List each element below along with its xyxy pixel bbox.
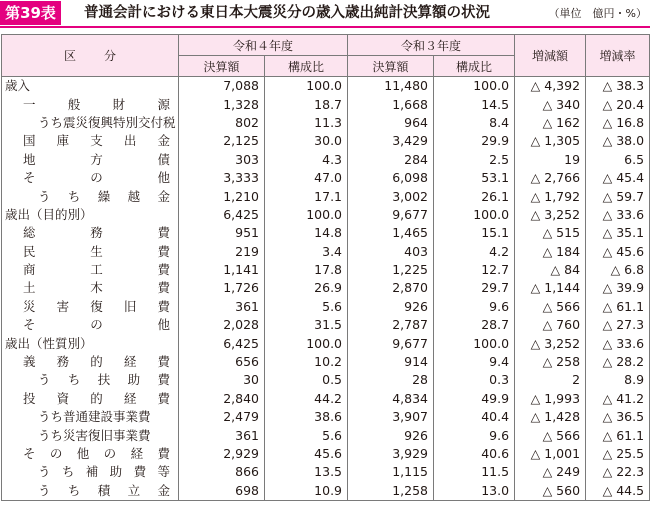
cell-r3-amount: 1,115 bbox=[348, 463, 434, 481]
cell-r4-ratio: 100.0 bbox=[265, 77, 348, 96]
cell-r4-ratio: 17.1 bbox=[265, 187, 348, 205]
column-header-fy-r3: 令和３年度 bbox=[348, 35, 515, 56]
cell-change: △ 162 bbox=[515, 114, 586, 132]
row-label-text: う ち 繰 越 金 bbox=[38, 188, 170, 204]
cell-change: 19 bbox=[515, 151, 586, 169]
cell-r3-ratio: 8.4 bbox=[434, 114, 515, 132]
cell-change-rate: △ 41.2 bbox=[586, 390, 650, 408]
row-label-text: そ の 他 の 経 費 bbox=[23, 446, 170, 461]
row-label bbox=[2, 445, 179, 463]
cell-change-rate: 8.9 bbox=[586, 371, 650, 389]
cell-change: △ 515 bbox=[515, 224, 586, 242]
cell-r4-amount: 2,479 bbox=[179, 408, 265, 426]
column-header-r4-ratio: 構成比 bbox=[265, 56, 348, 77]
cell-r4-amount: 1,141 bbox=[179, 261, 265, 279]
cell-r4-ratio: 5.6 bbox=[265, 426, 348, 444]
cell-r3-ratio: 12.7 bbox=[434, 261, 515, 279]
row-label bbox=[2, 390, 179, 408]
cell-r3-ratio: 40.6 bbox=[434, 445, 515, 463]
row-label: 歳出（目的別） bbox=[2, 206, 179, 224]
cell-r4-ratio: 31.5 bbox=[265, 316, 348, 334]
title-underline bbox=[0, 26, 650, 28]
cell-r4-ratio: 11.3 bbox=[265, 114, 348, 132]
cell-r3-ratio: 100.0 bbox=[434, 334, 515, 352]
table-row bbox=[2, 482, 650, 501]
cell-r3-amount: 9,677 bbox=[348, 206, 434, 224]
cell-r4-ratio: 14.8 bbox=[265, 224, 348, 242]
row-label-text: 商 工 費 bbox=[23, 262, 170, 278]
cell-r3-ratio: 49.9 bbox=[434, 390, 515, 408]
table-row bbox=[2, 187, 650, 205]
cell-r3-ratio: 9.6 bbox=[434, 426, 515, 444]
cell-change: △ 1,428 bbox=[515, 408, 586, 426]
cell-change-rate: △ 59.7 bbox=[586, 187, 650, 205]
cell-r3-ratio: 2.5 bbox=[434, 151, 515, 169]
table-row bbox=[2, 95, 650, 113]
row-label bbox=[2, 482, 179, 501]
table-number-badge: 第39表 bbox=[0, 1, 61, 25]
row-label-text: 土 木 費 bbox=[23, 280, 170, 296]
cell-r4-ratio: 100.0 bbox=[265, 334, 348, 352]
cell-r4-ratio: 0.5 bbox=[265, 371, 348, 389]
row-label: 歳出（性質別） bbox=[2, 334, 179, 352]
table-row bbox=[2, 334, 650, 352]
cell-change: △ 184 bbox=[515, 243, 586, 261]
row-label-text: 国 庫 支 出 金 bbox=[23, 133, 170, 149]
cell-r3-ratio: 53.1 bbox=[434, 169, 515, 187]
cell-r3-amount: 4,834 bbox=[348, 390, 434, 408]
cell-change: △ 4,392 bbox=[515, 77, 586, 96]
cell-r3-amount: 403 bbox=[348, 243, 434, 261]
cell-change-rate: △ 28.2 bbox=[586, 353, 650, 371]
cell-change-rate: △ 61.1 bbox=[586, 298, 650, 316]
cell-r4-ratio: 17.8 bbox=[265, 261, 348, 279]
cell-change-rate: △ 61.1 bbox=[586, 426, 650, 444]
row-label-text: 一 般 財 源 bbox=[23, 96, 170, 112]
cell-r3-amount: 284 bbox=[348, 151, 434, 169]
cell-change-rate: △ 33.6 bbox=[586, 206, 650, 224]
cell-change: △ 566 bbox=[515, 298, 586, 316]
cell-change-rate: △ 20.4 bbox=[586, 95, 650, 113]
table-row bbox=[2, 132, 650, 150]
row-label bbox=[2, 426, 179, 444]
cell-r4-amount: 30 bbox=[179, 371, 265, 389]
row-label bbox=[2, 151, 179, 169]
row-label bbox=[2, 408, 179, 426]
cell-r4-amount: 6,425 bbox=[179, 334, 265, 352]
cell-r4-amount: 1,726 bbox=[179, 279, 265, 297]
cell-r3-ratio: 100.0 bbox=[434, 206, 515, 224]
unit-note: （単位 億円・%） bbox=[548, 7, 647, 20]
cell-r3-ratio: 40.4 bbox=[434, 408, 515, 426]
cell-r3-ratio: 9.4 bbox=[434, 353, 515, 371]
cell-change: 2 bbox=[515, 371, 586, 389]
cell-r4-ratio: 18.7 bbox=[265, 95, 348, 113]
cell-r4-amount: 7,088 bbox=[179, 77, 265, 96]
row-label bbox=[2, 463, 179, 481]
row-label bbox=[2, 279, 179, 297]
cell-r3-amount: 1,225 bbox=[348, 261, 434, 279]
cell-r4-ratio: 13.5 bbox=[265, 463, 348, 481]
cell-r3-amount: 1,668 bbox=[348, 95, 434, 113]
row-label-text: 災 害 復 旧 費 bbox=[23, 298, 170, 314]
row-label-text: うち普通建設事業費 bbox=[38, 409, 151, 425]
column-header-fy-r4: 令和４年度 bbox=[179, 35, 348, 56]
row-label-text: 地 方 債 bbox=[23, 151, 170, 167]
table-row bbox=[2, 114, 650, 132]
cell-r4-amount: 1,328 bbox=[179, 95, 265, 113]
row-label-text: 投 資 的 経 費 bbox=[23, 390, 170, 406]
cell-change-rate: △ 25.5 bbox=[586, 445, 650, 463]
cell-r3-amount: 9,677 bbox=[348, 334, 434, 352]
cell-r3-amount: 926 bbox=[348, 426, 434, 444]
table-row bbox=[2, 224, 650, 242]
table-row bbox=[2, 243, 650, 261]
cell-change: △ 340 bbox=[515, 95, 586, 113]
row-label-text: うち震災復興特別交付税 bbox=[38, 114, 176, 130]
row-label bbox=[2, 169, 179, 187]
row-label-text: 総 務 費 bbox=[23, 225, 170, 241]
column-header-item-text: 区 分 bbox=[64, 49, 116, 63]
cell-r3-amount: 3,907 bbox=[348, 408, 434, 426]
cell-change: △ 760 bbox=[515, 316, 586, 334]
cell-r3-amount: 1,258 bbox=[348, 482, 434, 501]
cell-r4-ratio: 3.4 bbox=[265, 243, 348, 261]
row-label bbox=[2, 224, 179, 242]
cell-r3-ratio: 29.9 bbox=[434, 132, 515, 150]
table-row bbox=[2, 279, 650, 297]
table-row bbox=[2, 298, 650, 316]
cell-r3-amount: 964 bbox=[348, 114, 434, 132]
row-label bbox=[2, 261, 179, 279]
cell-r4-amount: 219 bbox=[179, 243, 265, 261]
cell-r4-amount: 361 bbox=[179, 298, 265, 316]
cell-change: △ 84 bbox=[515, 261, 586, 279]
cell-r4-ratio: 38.6 bbox=[265, 408, 348, 426]
cell-change-rate: △ 45.6 bbox=[586, 243, 650, 261]
column-header-change-rate: 増減率 bbox=[586, 35, 650, 77]
cell-change-rate: △ 6.8 bbox=[586, 261, 650, 279]
row-label bbox=[2, 95, 179, 113]
table-row bbox=[2, 371, 650, 389]
cell-r3-amount: 2,870 bbox=[348, 279, 434, 297]
cell-r3-ratio: 28.7 bbox=[434, 316, 515, 334]
settlement-table bbox=[1, 34, 650, 501]
cell-change: △ 3,252 bbox=[515, 206, 586, 224]
cell-r4-ratio: 47.0 bbox=[265, 169, 348, 187]
row-label bbox=[2, 187, 179, 205]
column-header-r3-ratio: 構成比 bbox=[434, 56, 515, 77]
cell-r4-ratio: 45.6 bbox=[265, 445, 348, 463]
cell-r4-amount: 2,125 bbox=[179, 132, 265, 150]
cell-r4-amount: 656 bbox=[179, 353, 265, 371]
table-row bbox=[2, 445, 650, 463]
row-label bbox=[2, 132, 179, 150]
cell-r3-amount: 2,787 bbox=[348, 316, 434, 334]
cell-r4-amount: 6,425 bbox=[179, 206, 265, 224]
table-row bbox=[2, 353, 650, 371]
cell-r3-ratio: 29.7 bbox=[434, 279, 515, 297]
table-row bbox=[2, 463, 650, 481]
cell-change-rate: △ 33.6 bbox=[586, 334, 650, 352]
cell-change-rate: △ 36.5 bbox=[586, 408, 650, 426]
row-label: 歳入 bbox=[2, 77, 179, 96]
cell-change: △ 258 bbox=[515, 353, 586, 371]
cell-r4-amount: 3,333 bbox=[179, 169, 265, 187]
cell-r3-amount: 6,098 bbox=[348, 169, 434, 187]
row-label-text: 義 務 的 経 費 bbox=[23, 354, 170, 370]
cell-change-rate: △ 45.4 bbox=[586, 169, 650, 187]
row-label-text: う ち 扶 助 費 bbox=[38, 372, 170, 388]
cell-change: △ 560 bbox=[515, 482, 586, 501]
cell-r3-ratio: 26.1 bbox=[434, 187, 515, 205]
cell-r3-amount: 3,429 bbox=[348, 132, 434, 150]
table-row bbox=[2, 316, 650, 334]
cell-r4-amount: 361 bbox=[179, 426, 265, 444]
cell-r3-ratio: 4.2 bbox=[434, 243, 515, 261]
table-row bbox=[2, 408, 650, 426]
cell-r3-amount: 3,002 bbox=[348, 187, 434, 205]
row-label bbox=[2, 114, 179, 132]
cell-r4-ratio: 4.3 bbox=[265, 151, 348, 169]
cell-r3-ratio: 13.0 bbox=[434, 482, 515, 501]
row-label-text: そ の 他 bbox=[23, 170, 170, 186]
table-row bbox=[2, 77, 650, 96]
cell-change-rate: △ 38.3 bbox=[586, 77, 650, 96]
cell-change: △ 1,792 bbox=[515, 187, 586, 205]
cell-r4-amount: 303 bbox=[179, 151, 265, 169]
row-label-text: う ち 補 助 費 等 bbox=[38, 464, 170, 480]
cell-r3-amount: 3,929 bbox=[348, 445, 434, 463]
row-label bbox=[2, 298, 179, 316]
cell-change: △ 2,766 bbox=[515, 169, 586, 187]
cell-change-rate: △ 44.5 bbox=[586, 482, 650, 501]
table-title: 普通会計における東日本大震災分の歳入歳出純計決算額の状況 bbox=[84, 5, 490, 21]
cell-change-rate: △ 27.3 bbox=[586, 316, 650, 334]
cell-change: △ 3,252 bbox=[515, 334, 586, 352]
column-header-change: 増減額 bbox=[515, 35, 586, 77]
cell-change-rate: △ 16.8 bbox=[586, 114, 650, 132]
row-label bbox=[2, 316, 179, 334]
cell-r4-amount: 2,929 bbox=[179, 445, 265, 463]
cell-change: △ 249 bbox=[515, 463, 586, 481]
cell-r4-ratio: 10.2 bbox=[265, 353, 348, 371]
row-label-text: 民 生 費 bbox=[23, 243, 170, 259]
row-label bbox=[2, 353, 179, 371]
table-row bbox=[2, 169, 650, 187]
row-label-text: そ の 他 bbox=[23, 317, 170, 333]
cell-r3-ratio: 9.6 bbox=[434, 298, 515, 316]
row-label-text: うち災害復旧事業費 bbox=[38, 427, 151, 443]
cell-r4-ratio: 5.6 bbox=[265, 298, 348, 316]
column-header-item bbox=[2, 35, 179, 77]
cell-r4-amount: 866 bbox=[179, 463, 265, 481]
cell-change-rate: 6.5 bbox=[586, 151, 650, 169]
cell-r3-amount: 926 bbox=[348, 298, 434, 316]
cell-change-rate: △ 22.3 bbox=[586, 463, 650, 481]
cell-r3-amount: 914 bbox=[348, 353, 434, 371]
cell-r3-ratio: 14.5 bbox=[434, 95, 515, 113]
cell-r3-ratio: 100.0 bbox=[434, 77, 515, 96]
cell-change: △ 1,993 bbox=[515, 390, 586, 408]
row-label-text: う ち 積 立 金 bbox=[38, 482, 170, 498]
cell-r4-amount: 698 bbox=[179, 482, 265, 501]
cell-r3-amount: 1,465 bbox=[348, 224, 434, 242]
cell-r4-ratio: 44.2 bbox=[265, 390, 348, 408]
table-row bbox=[2, 206, 650, 224]
row-label bbox=[2, 243, 179, 261]
cell-change: △ 566 bbox=[515, 426, 586, 444]
cell-r4-amount: 2,028 bbox=[179, 316, 265, 334]
table-header bbox=[0, 0, 650, 28]
cell-change-rate: △ 35.1 bbox=[586, 224, 650, 242]
cell-r4-amount: 951 bbox=[179, 224, 265, 242]
cell-r3-ratio: 11.5 bbox=[434, 463, 515, 481]
table-row bbox=[2, 426, 650, 444]
cell-change: △ 1,144 bbox=[515, 279, 586, 297]
table-row bbox=[2, 390, 650, 408]
cell-change-rate: △ 39.9 bbox=[586, 279, 650, 297]
cell-r4-amount: 2,840 bbox=[179, 390, 265, 408]
cell-change: △ 1,305 bbox=[515, 132, 586, 150]
cell-r3-ratio: 15.1 bbox=[434, 224, 515, 242]
cell-change: △ 1,001 bbox=[515, 445, 586, 463]
cell-r4-ratio: 100.0 bbox=[265, 206, 348, 224]
cell-r3-amount: 11,480 bbox=[348, 77, 434, 96]
table-row bbox=[2, 261, 650, 279]
cell-r4-amount: 1,210 bbox=[179, 187, 265, 205]
table-body bbox=[2, 77, 650, 501]
row-label bbox=[2, 371, 179, 389]
cell-r3-amount: 28 bbox=[348, 371, 434, 389]
cell-r4-ratio: 26.9 bbox=[265, 279, 348, 297]
table-row bbox=[2, 151, 650, 169]
cell-change-rate: △ 38.0 bbox=[586, 132, 650, 150]
cell-r3-ratio: 0.3 bbox=[434, 371, 515, 389]
cell-r4-ratio: 10.9 bbox=[265, 482, 348, 501]
cell-r4-amount: 802 bbox=[179, 114, 265, 132]
cell-r4-ratio: 30.0 bbox=[265, 132, 348, 150]
column-header-r4-amount: 決算額 bbox=[179, 56, 265, 77]
column-header-r3-amount: 決算額 bbox=[348, 56, 434, 77]
